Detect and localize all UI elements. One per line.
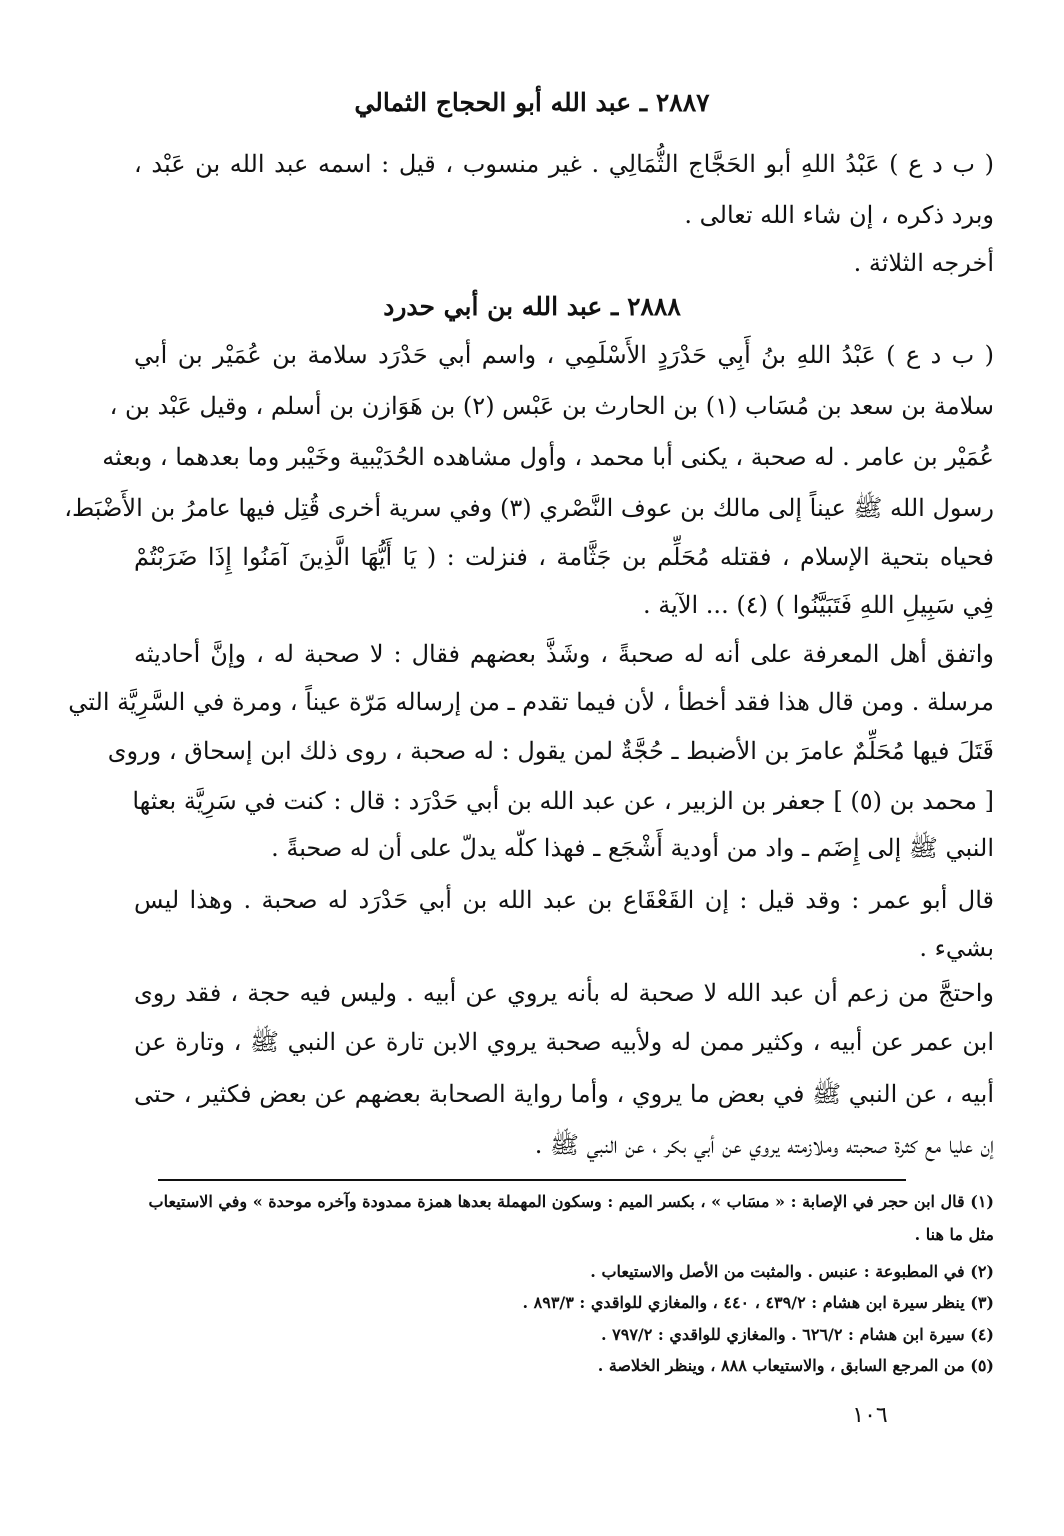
text-line: النبي ﷺ إلى إِضَم ـ واد من أودية أَشْجَع ـ فهذا كلّه يدلّ على أن له صحبةً .	[271, 834, 994, 862]
footnote: (١) قال ابن حجر في الإصابة : « مسَاب » ، بكسر الميم : وسكون المهملة بعدها همزة ممدودة وآخره موحدة » وفي الاستيعاب	[148, 1192, 994, 1211]
text-line: مرسلة . ومن قال هذا فقد أخطأ ، لأن فيما تقدم ـ من إرساله مَرّة عيناً ، ومرة في السَّرِيَّة التي	[68, 688, 994, 716]
text-line: واحتجَّ من زعم أن عبد الله لا صحبة له بأنه يروي عن أبيه . وليس فيه حجة ، فقد روى	[134, 979, 994, 1007]
text-line: ابن عمر عن أبيه ، وكثير ممن له ولأبيه صحبة يروي الابن تارة عن النبي ﷺ ، وتارة عن	[134, 1028, 994, 1056]
footnote-divider	[158, 1179, 906, 1181]
text-line: بشيء .	[919, 934, 994, 962]
footnote: مثل ما هنا .	[914, 1225, 994, 1244]
footnote: (٥) من المرجع السابق ، والاستيعاب ٨٨٨ ، وينظر الخلاصة .	[597, 1356, 994, 1375]
text-line: سلامة بن سعد بن مُسَاب (١) بن الحارث بن عَبْس (٢) بن هَوَازن بن أسلم ، وقيل عَبْد بن ،	[109, 392, 994, 420]
text-line: قَتَلَ فيها مُحَلِّمٌ عامرَ بن الأضبط ـ حُجَّةٌ لمن يقول : له صحبة ، روى ذلك ابن إسحاق ، وروى	[107, 737, 994, 765]
footnote: (٣) ينظر سيرة ابن هشام : ٤٣٩/٢ ، ٤٤٠ ، والمغازي للواقدي : ٨٩٣/٣ .	[522, 1293, 994, 1312]
text-line: أخرجه الثلاثة .	[853, 249, 994, 277]
text-line: إن عليا مع كثرة صحبته وملازمته يروي عن أبي بكر ، عن النبي ﷺ .	[534, 1131, 994, 1159]
text-line: قال أبو عمر : وقد قيل : إن القَعْقَاع بن عبد الله بن أبي حَدْرَد له صحبة . وهذا ليس	[134, 886, 994, 914]
text-line: فحياه بتحية الإسلام ، فقتله مُحَلِّم بن جَثَّامة ، فنزلت : ( يَا أَيُّهَا الَّذِينَ آمَنُوا إِذَا ضَرَبْتُمْ	[134, 543, 994, 571]
text-line: وبرد ذكره ، إن شاء الله تعالى .	[684, 201, 994, 229]
footnote: (٢) في المطبوعة : عنبس . والمثبت من الأصل والاستيعاب .	[590, 1262, 994, 1281]
text-line: واتفق أهل المعرفة على أنه له صحبةً ، وشَذَّ بعضهم فقال : لا صحبة له ، وإنَّ أحاديثه	[134, 640, 994, 668]
footnote: (٤) سيرة ابن هشام : ٦٢٦/٢ . والمغازي للواقدي : ٧٩٧/٢ .	[600, 1325, 994, 1344]
text-line: ( ب د ع ) عَبْدُ اللهِ أبو الحَجَّاج الثُّمَالِي . غير منسوب ، قيل : اسمه عبد الله بن عَبْد ،	[134, 150, 994, 178]
text-line: [ محمد بن (٥) ] جعفر بن الزبير ، عن عبد الله بن أبي حَدْرَد : قال : كنت في سَرِيَّة بعثها	[132, 787, 994, 815]
text-line: رسول الله ﷺ عيناً إلى مالك بن عوف النَّصْري (٣) وفي سرية أخرى قُتِل فيها عامرُ بن الأَضْبَط،	[64, 494, 994, 522]
text-line: فِي سَبِيلِ اللهِ فَتَبَيَّنُوا ) (٤) ... الآية .	[643, 591, 994, 619]
text-line: ( ب د ع ) عَبْدُ اللهِ بنُ أَبِي حَدْرَدٍ الأَسْلَمِي ، واسم أبي حَدْرَد سلامة بن عُمَيْر بن أبي	[134, 341, 994, 369]
entry-heading-2887: ٢٨٨٧ ـ عبد الله أبو الحجاج الثمالي	[354, 88, 710, 117]
entry-heading-2888: ٢٨٨٨ ـ عبد الله بن أبي حدرد	[383, 292, 681, 321]
text-line: عُمَيْر بن عامر . له صحبة ، يكنى أبا محمد ، وأول مشاهده الحُدَيْبية وخَيْبر وما بعدهما ، وبعثه	[102, 443, 994, 471]
page-number: ١٠٦	[852, 1403, 888, 1428]
text-line: أبيه ، عن النبي ﷺ في بعض ما يروي ، وأما رواية الصحابة بعضهم عن بعض فكثير ، حتى	[134, 1080, 994, 1108]
